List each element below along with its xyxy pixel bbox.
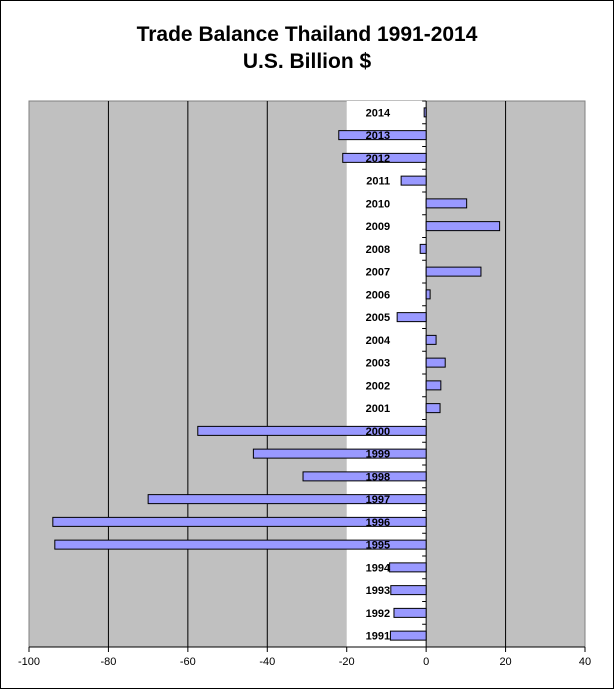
category-label: 2007 <box>365 266 391 279</box>
category-label: 2011 <box>366 175 391 188</box>
plot-area <box>29 101 585 647</box>
x-tick-label: -60 <box>179 656 196 668</box>
bar-2004 <box>426 335 436 344</box>
category-label: 2008 <box>365 243 391 256</box>
bar-2006 <box>426 290 430 299</box>
category-label: 2010 <box>365 198 391 211</box>
category-label: 2013 <box>365 130 391 143</box>
bar-1991 <box>390 631 426 640</box>
bar-1999 <box>253 449 426 458</box>
category-label: 1998 <box>365 471 391 484</box>
category-label: 1996 <box>365 516 391 529</box>
bar-2005 <box>397 313 426 322</box>
x-tick-label: -20 <box>338 656 355 668</box>
bar-2000 <box>198 426 426 435</box>
bar-2003 <box>426 358 445 367</box>
category-label: 1999 <box>365 448 391 461</box>
category-label: 2000 <box>365 425 391 438</box>
x-tick-label: 0 <box>423 656 430 668</box>
x-tick-label: -80 <box>100 656 117 668</box>
category-label: 2003 <box>365 357 391 370</box>
category-label: 1993 <box>365 585 391 598</box>
bar-1992 <box>394 608 426 617</box>
bar-1998 <box>303 471 426 484</box>
bar-2011 <box>401 176 426 185</box>
x-tick-label: 20 <box>499 656 512 668</box>
category-label: 1994 <box>365 562 391 575</box>
category-label: 2009 <box>365 221 391 234</box>
category-label: 1995 <box>365 539 391 552</box>
category-label: 2012 <box>365 152 391 165</box>
x-tick-label: -100 <box>17 656 41 668</box>
chart-title: Trade Balance Thailand 1991-2014 <box>136 23 478 46</box>
category-label: 2005 <box>365 312 391 325</box>
bar-1993 <box>391 586 426 595</box>
category-label: 2002 <box>365 380 391 393</box>
bar-2001 <box>426 404 440 413</box>
bar-2002 <box>426 381 441 390</box>
category-label: 2014 <box>365 107 391 120</box>
bar-2014 <box>424 108 426 117</box>
chart-subtitle: U.S. Billion $ <box>242 50 372 73</box>
bar-2010 <box>426 199 467 208</box>
bar-2009 <box>426 222 499 231</box>
category-label: 2004 <box>365 334 391 347</box>
x-tick-label: -40 <box>259 656 276 668</box>
bar-2008 <box>420 244 426 253</box>
category-label: 1991 <box>365 630 391 643</box>
category-label: 1997 <box>365 494 391 507</box>
bar-1994 <box>390 563 427 572</box>
category-label: 1992 <box>365 607 391 620</box>
category-label: 2006 <box>365 289 391 302</box>
category-label: 2001 <box>365 403 391 416</box>
x-tick-label: 40 <box>578 656 592 668</box>
bar-2007 <box>426 267 481 276</box>
